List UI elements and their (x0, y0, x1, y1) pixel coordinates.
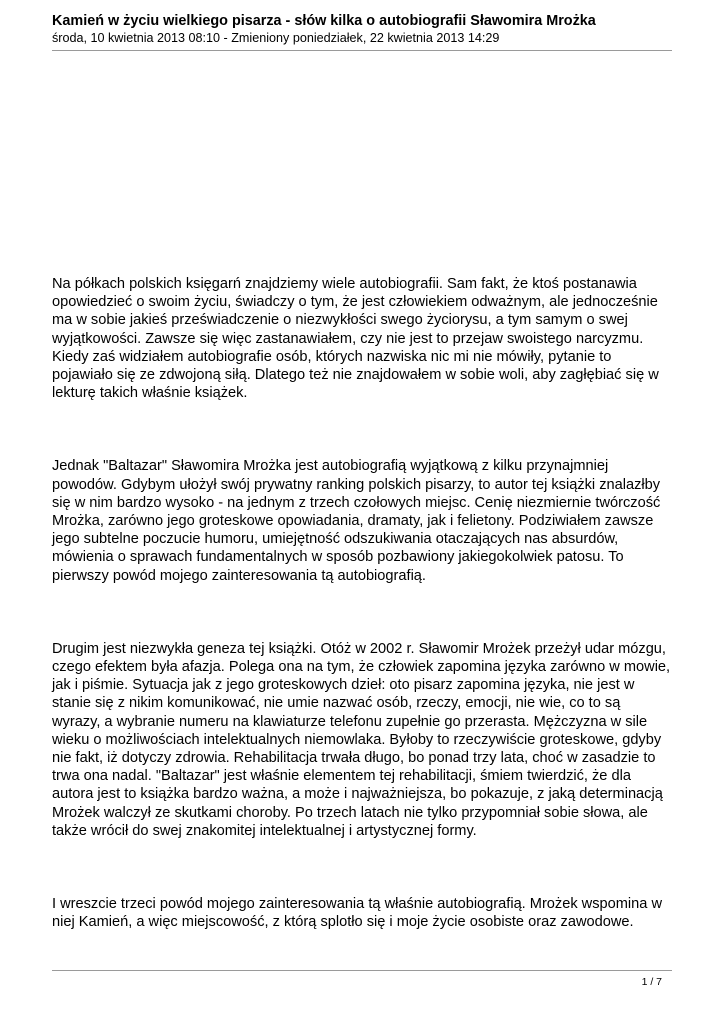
document-date-meta: środa, 10 kwietnia 2013 08:10 - Zmieniony poniedziałek, 22 kwietnia 2013 14:29 (52, 31, 500, 45)
header-divider (52, 50, 672, 51)
paragraph-4: I wreszcie trzeci powód mojego zainteresowania tą właśnie autobiografią. Mrożek wspomina w niej Kamień, a więc miejscowość, z którą splotło się i moje życie osobiste oraz zawodowe. (52, 896, 662, 931)
paragraph-1: Na półkach polskich księgarń znajdziemy wiele autobiografii. Sam fakt, że ktoś postanawia opowiedzieć o swoim życiu, świadczy o tym, że jest człowiekiem odważnym, ale jednocześnie ma w sobie jakieś przeświadczenie o niezwykłości swego życiorysu, a tym samym o swej wyjątkowości. Zawsze się więc zastanawiałem, czy nie jest to przejaw swoistego narcyzmu. Kiedy zaś widziałem autobiografie osób, których nazwiska nic mi nie mówiły, pytanie to pojawiało się ze zdwojoną siłą. Dlatego też nie znajdowałem w sobie woli, aby zagłębiać się w lekturę takich właśnie książek. (52, 276, 659, 402)
paragraph-3: Drugim jest niezwykła geneza tej książki. Otóż w 2002 r. Sławomir Mrożek przeżył udar mózgu, czego efektem była afazja. Polega ona na tym, że człowiek zapomina języka zarówno w mowie, jak i piśmie. Sytuacja jak z jego groteskowych dzieł: oto pisarz zapomina języka, nie jest w stanie się z nikim komunikować, nie umie nazwać osób, rzeczy, emocji, nie wie, co to są wyrazy, a wybranie numeru na klawiaturze telefonu zupełnie go przerasta. Mężczyzna w sile wieku o możliwościach intelektualnych niemowlaka. Byłoby to rzeczywiście groteskowe, gdyby nie fakt, iż dotyczy zdrowia. Rehabilitacja trwała długo, bo ponad trzy lata, choć w zasadzie to trwa ona nadal. "Baltazar" jest właśnie elementem tej rehabilitacji, śmiem twierdzić, że dla autora jest to książka bardzo ważna, a może i najważniejsza, bo pokazuje, z jaką determinacją Mrożek walczył ze skutkami choroby. Po trzech latach nie tylko przypomniał sobie słowa, ale także wrócił do swej znakomitej intelektualnej i artystycznej formy. (52, 640, 671, 839)
document-header (52, 12, 672, 46)
article-body (52, 275, 682, 931)
paragraph-2: Jednak "Baltazar" Sławomira Mrożka jest autobiografią wyjątkową z kilku przynajmniej powodów. Gdybym ułożył swój prywatny ranking polskich pisarzy, to autor tej książki znalazłby się w nim bardzo wysoko - na jednym z trzech czołowych miejsc. Cenię niezmiernie twórczość Mrożka, zarówno jego groteskowe opowiadania, dramaty, jak i felietony. Podziwiałem zawsze jego subtelne poczucie humoru, umiejętność odszukiwania otaczających nas absurdów, mówienia o sprawach fundamentalnych w sposób pozbawiony jakiegokolwiek patosu. To pierwszy powód mojego zainteresowania tą autobiografią. (52, 458, 661, 584)
footer-divider (52, 970, 672, 971)
page-number: 1 / 7 (641, 976, 662, 988)
document-title: Kamień w życiu wielkiego pisarza - słów kilka o autobiografii Sławomira Mrożka (52, 13, 596, 29)
